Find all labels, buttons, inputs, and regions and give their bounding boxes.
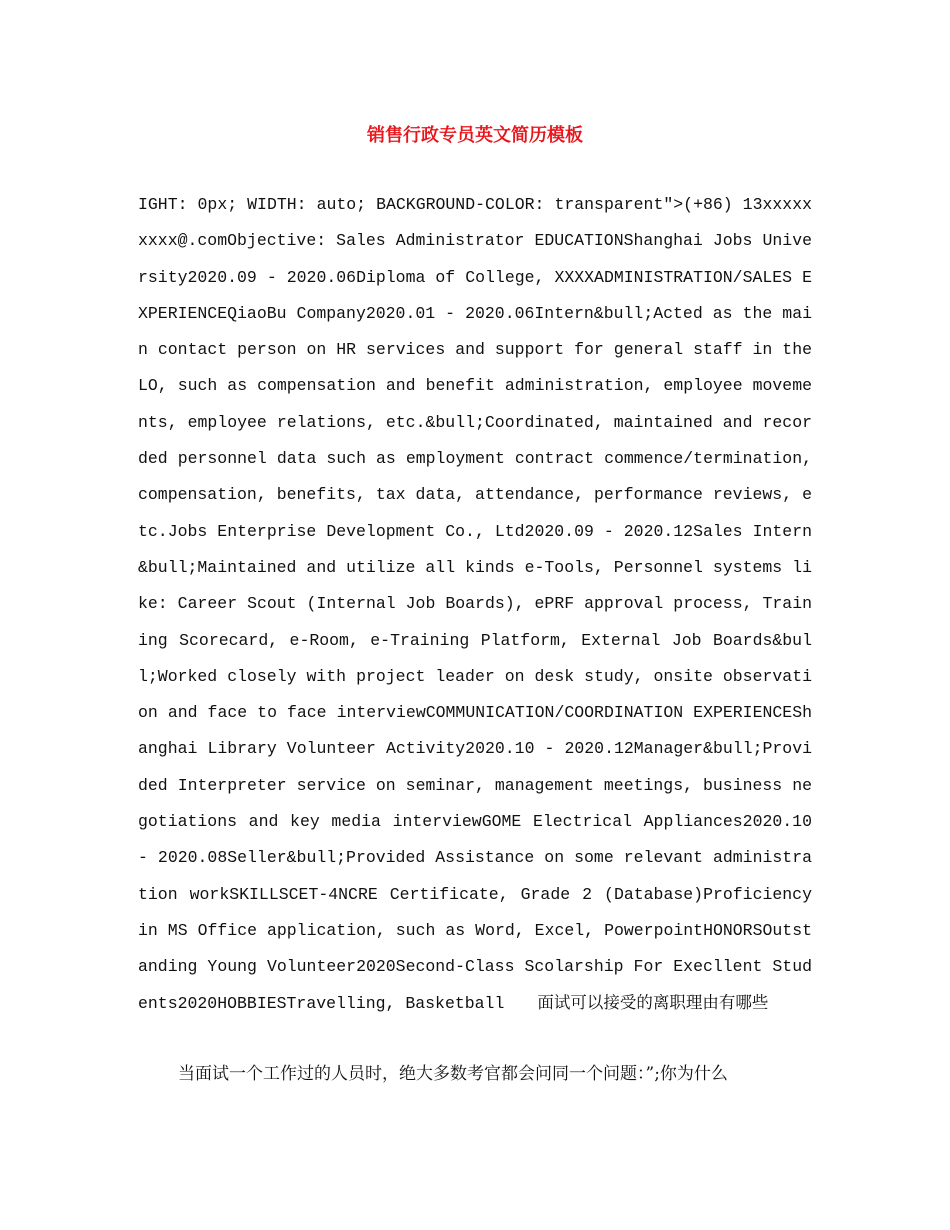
document-title: 销售行政专员英文简历模板	[367, 125, 583, 146]
interview-paragraph: 当面试一个工作过的人员时，绝大多数考官都会问同一个问题：”;你为什么	[178, 1064, 728, 1084]
resume-body-text: IGHT: 0px; WIDTH: auto; BACKGROUND-COLOR: transparent">(+86) 13xxxxxxxxx@.comObjective: Sales Administrator EDUCATIONShanghai Jobs University2020.09 - 2020.06Diploma of College, XXXXADMINISTRATION/SALES EXPERIENCEQiaoBu Company2020.01 - 2020.06Intern&bull;Acted as the main contact person on HR services and support for general staff in the LO, such as compensation and benefit administration, employee movements, employee relations, etc.&bull;Coordinated, maintained and recorded personnel data such as employment contract commence/termination, compensation, benefits, tax data, attendance, performance reviews, etc.Jobs Enterprise Development Co., Ltd2020.09 - 2020.12Sales Intern&bull;Maintained and utilize all kinds e-Tools, Personnel systems like: Career Scout (Internal Job Boards), ePRF approval process, Training Scorecard, e-Room, e-Training Platform, External Job Boards&bull;Worked closely with project leader on desk study, onsite observation and face to face interviewCOMMUNICATION/COORDINATION EXPERIENCEShanghai Library Volunteer Activity2020.10 - 2020.12Manager&bull;Provided Interpreter service on seminar, management meetings, business negotiations and key media interviewGOME Electrical Appliances2020.10 - 2020.08Seller&bull;Provided Assistance on some relevant administration workSKILLSCET-4NCRE Certificate, Grade 2 (Database)Proficiency in MS Office application, such as Word, Excel, PowerpointHONORSOutstanding Young Volunteer2020Second-Class Scolarship For Execllent Students2020HOBBIESTravelling, Basketball 面试可以接受的离职理由有哪些	[138, 195, 812, 1013]
